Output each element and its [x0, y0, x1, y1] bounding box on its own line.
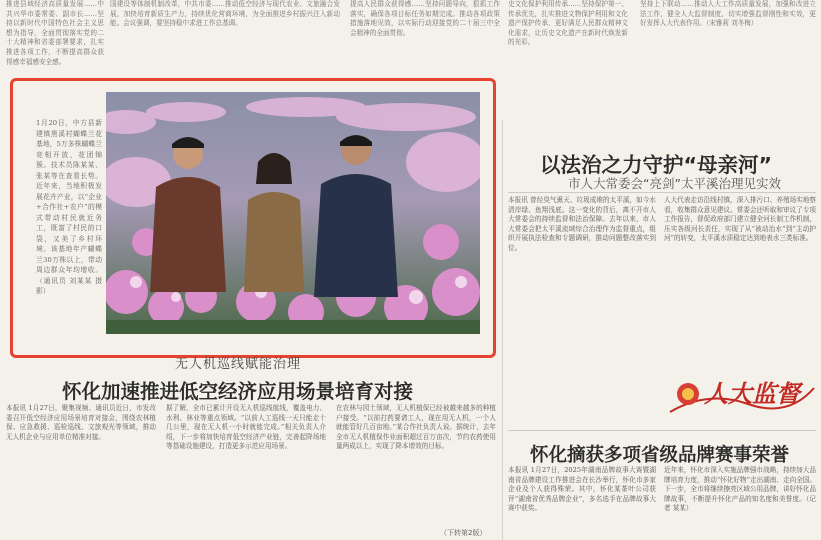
story1-continued: （下转第2版） [440, 529, 487, 537]
story1-headline: 怀化加速推进低空经济应用场景培育对接 [62, 380, 414, 403]
top-text-col-5: 坚持上下联动……推动人大工作高质量发展，加强和改进立法工作，健全人大监督制度，切实增强监督刚性和实效，更好发挥人大代表作用。（宋雅莉 刘冬梅） [640, 0, 816, 28]
news-photo [106, 92, 480, 334]
photo-caption: 1月20日，中方县新建镇黑溪村蝴蝶兰花基地，5万多株蝴蝶兰竞相开放，花团锦簇。技术员陈某某、张某等在查看长势。近年来，当地积极发展花卉产业，以“企业+合作社+农户”的模式带动村民就近务工，既富了村民的口袋，又美了乡村环境。该基地年产蝴蝶兰30万株以上，带动周边群众年均增收。（通讯员 刘某某 摄影） [36, 119, 102, 295]
story3-headline: 怀化摘获多项省级品牌赛事荣誉 [530, 445, 790, 466]
story2-headline: 以法治之力守护“母亲河” [540, 153, 772, 177]
story2-col-1: 本报讯 曾经臭气熏天、垃圾成堆的太平溪，如今水清岸绿、鱼翔浅底。这一变化的背后，离不开市人大常委会的持续监督和法治保障。去年以来，市人大常委会把太平溪流域综合治理作为监督重点，组织开展执法检查和专题调研，推动问题整改落实到位。 [508, 196, 656, 252]
story3-col-2: 近年来，怀化市深入实施品牌强市战略，持续加大品牌培育力度，推动“怀化好物”走出湖南、走向全国。下一步，全市将继续擦亮区域公用品牌，讲好怀化品牌故事，不断提升怀化产品的知名度和美誉度。（记者 某某） [664, 466, 816, 513]
story3-rule [508, 430, 816, 431]
svg-text:人大监督: 人大监督 [704, 379, 800, 408]
story1-col-2: 据了解，全市已累计开设无人机巡线航线，覆盖电力、水利、林业等重点领域。“以前人工巡线一天只能走十几公里，现在无人机一小时就能完成。”相关负责人介绍，下一步将加快培育低空经济产业链，完善起降场地等基础设施建设，打造更多示范应用场景。 [166, 404, 326, 451]
story2-subhead: 市人大常委会“亮剑”太平溪治理见实效 [568, 176, 781, 191]
renda-jiandu-logo [668, 360, 816, 420]
story2-rule [508, 192, 816, 193]
page-column-divider [502, 120, 503, 540]
story1-col-3: 在农林与园土领域，无人机植保已经被越来越多的种植户接受。“以前打药要请工人，现在用无人机，一个人就能管好几百亩地。”某合作社负责人说。据统计，去年全市无人机植保作业面积超过百万亩次，节约农药使用量两成以上，实现了降本增效的目标。 [336, 404, 496, 451]
story2-col-2: 人大代表走访沿线村镇，深入排污口、养殖场实地察看，收集群众意见建议。常委会还听取和审议了专项工作报告，督促政府部门建立健全河长制工作机制，压实各级河长责任，实现了从“被动治水”到“主动护河”的转变，太平溪水质稳定达到地表水三类标准。 [664, 196, 816, 243]
orchid-greenhouse-image [106, 92, 480, 334]
story1-kicker: 无人机巡线赋能治理 [175, 357, 302, 372]
top-text-col-4: 史文化保护利用传承……坚持保护第一、传承优先，扎实推进文物保护利用和文化遗产保护传承，更好满足人民群众精神文化需求，让历史文化遗产在新时代焕发新的光彩。 [508, 0, 628, 47]
top-text-col-1: 推进县域经济高质量发展……中共兴华市委常委、副市长……坚持以新时代中国特色社会主义思想为指导，全面贯彻落实党的二十大精神和省委部署要求，扎实推进各项工作，不断提高群众获得感幸福感安全感。 [6, 0, 104, 66]
story3-col-1: 本报讯 1月27日，2025年湖南品牌故事大赛暨湖南省品牌建设工作推进会在长沙举行，怀化市多家企业及个人获得殊荣。其中，怀化某茶叶公司获评“湖南省优秀品牌企业”，多名选手在品牌故事大赛中获奖。 [508, 466, 656, 513]
top-text-col-3: 提高人民群众获得感……坚持问题导向，狠抓工作落实，确保各项目标任务如期完成。推动各项政策措施落地见效，以实际行动迎接党的二十届三中全会精神的全面贯彻。 [350, 0, 500, 37]
top-text-col-2: 国建设等体制机制改革，中共市委……推动低空经济与现代农业、文旅融合发展，加快培育新质生产力，持续优化营商环境，为全面推进乡村振兴注入新动能。会议强调，要坚持稳中求进工作总基调。 [110, 0, 340, 28]
story1-col-1: 本报讯 1月27日，聚集视频、通讯员近日，市发改委召开低空经济应用场景培育对接会，围绕农林植保、应急救援、巡检巡线、文旅观光等领域，推动无人机企业与应用单位精准对接。 [6, 404, 156, 441]
